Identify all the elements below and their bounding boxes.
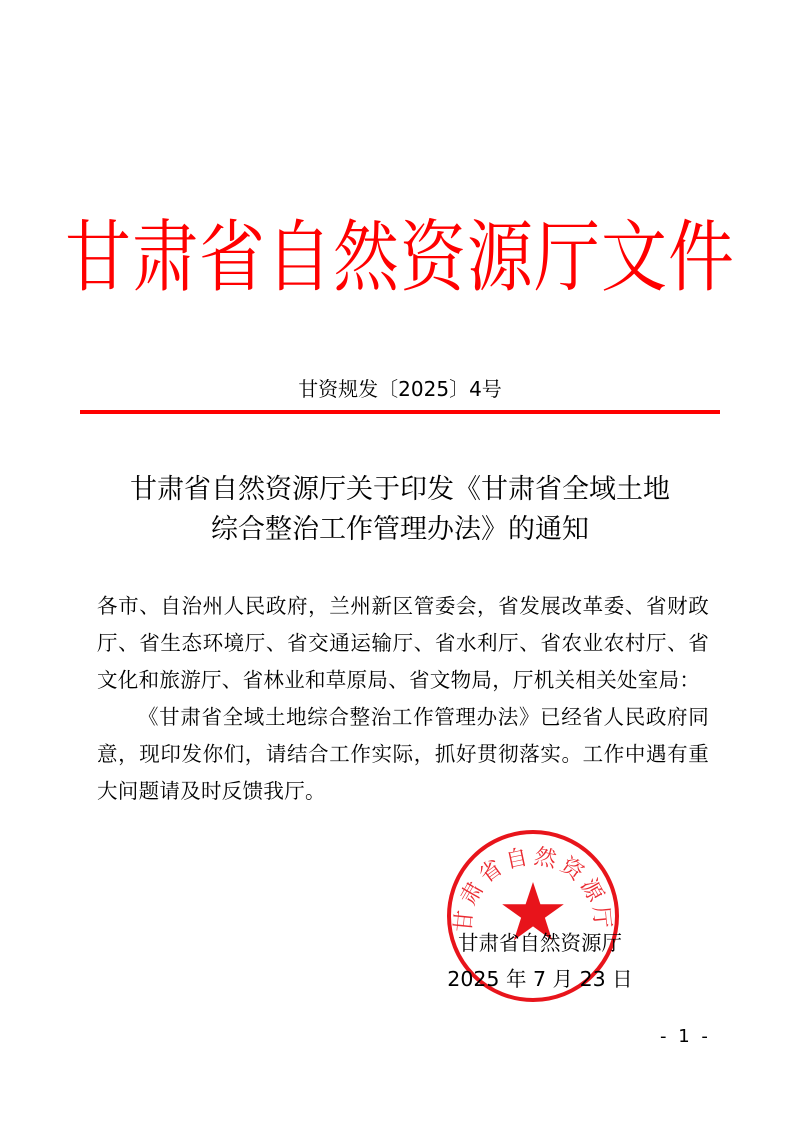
- issue-date: 2025 年 7 月 23 日: [447, 967, 633, 991]
- red-divider-line: [80, 410, 720, 414]
- body-paragraph: 《甘肃省全域土地综合整治工作管理办法》已经省人民政府同意，现印发你们，请结合工作实际，抓好贯彻落实。工作中遇有重大问题请及时反馈我厅。: [97, 705, 709, 803]
- document-number: 甘资规发〔2025〕4号: [298, 377, 502, 401]
- document-title-line-1: 甘肃省自然资源厅关于印发《甘肃省全域土地: [130, 474, 670, 505]
- page-number: - 1 -: [660, 1026, 711, 1047]
- document-header-title: 甘肃省自然资源厅文件: [65, 212, 735, 303]
- seal-arc-text: 甘肃省自然资源厅: [451, 844, 615, 934]
- addressees: 各市、自治州人民政府，兰州新区管委会，省发展改革委、省财政厅、省生态环境厅、省交通运输厅、省水利厅、省农业农村厅、省文化和旅游厅、省林业和草原局、省文物局，厅机关相关处室局：: [97, 594, 709, 692]
- document-body: [97, 588, 709, 810]
- document-title-line-2: 综合整治工作管理办法》的通知: [211, 514, 589, 545]
- issuer-name: 甘肃省自然资源厅: [458, 931, 622, 955]
- signature-block: [440, 925, 640, 997]
- document-title: [0, 470, 800, 550]
